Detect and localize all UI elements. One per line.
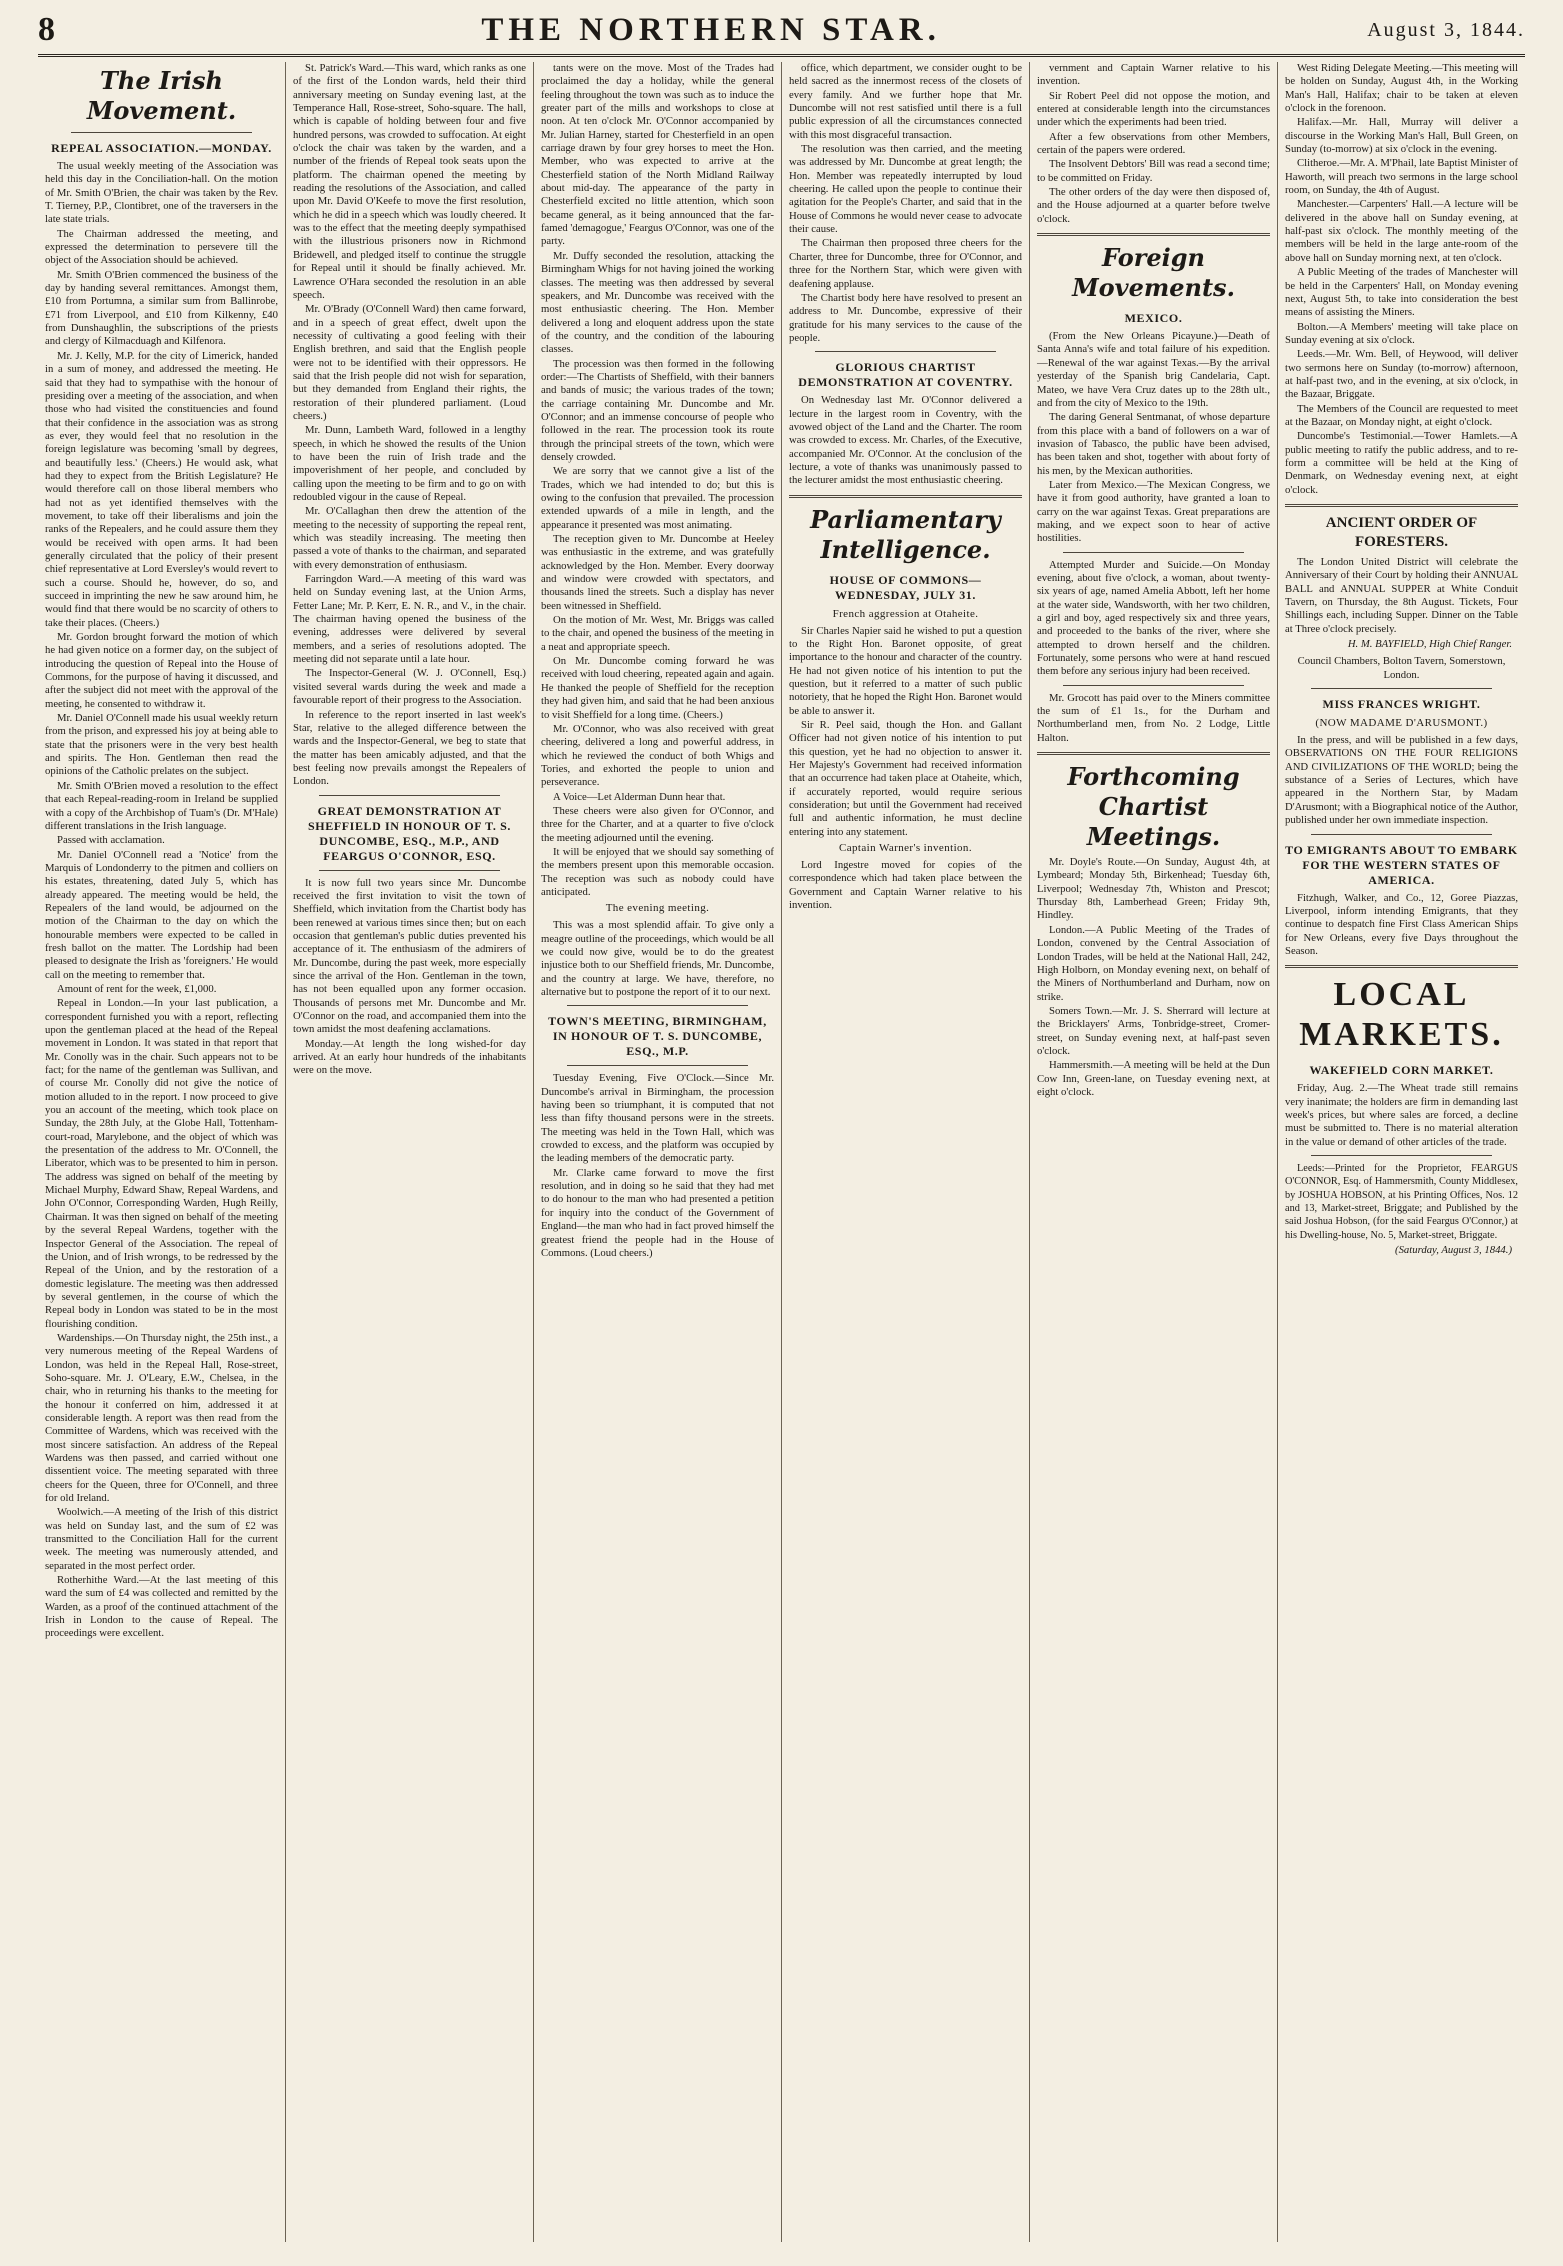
article-paragraph: (From the New Orleans Picayune.)—Death of Santa Anna's wife and total failure of his expedition.—Renewal of the war against Texas.—By the arrival yesterday of the Spanish brig Candelaria, Capt. Mateo, we have Vera Cruz dates up to the 28th ult., and from the city of Mexico to the 19th.	[1037, 330, 1270, 409]
article-paragraph: The Insolvent Debtors' Bill was read a second time; to be committed on Friday.	[1037, 158, 1270, 184]
article-paragraph: A Voice—Let Alderman Dunn hear that.	[553, 790, 726, 803]
article-paragraph: Manchester.—Carpenters' Hall.—A lecture will be delivered in the above hall on Sunday evening, at half-past six o'clock. The monthly meeting of the members will be held in the large ante-room of the above hall on Sunday morning next, at ten o'clock.	[1285, 198, 1518, 264]
divider	[567, 1065, 748, 1066]
article-paragraph: Tuesday Evening, Five O'Clock.—Since Mr. Duncombe's arrival in Birmingham, the procession having been so triumphant, it is computed that not less than fifty thousand persons were in the streets. The meeting was held in the Town Hall, which was crowded to excess, and the platform was occupied by the leading members of the democratic party.	[541, 1072, 774, 1165]
article-paragraph: It is now full two years since Mr. Duncombe received the first invitation to visit the town of Sheffield, which invitation from the Chartist body has been renewed at various times since then; but on each occasion that gentleman's public duties prevented his acceptance of it. The enthusiasm of the admirers of Mr. Duncombe, during the past week, more especially since the arrival of the Hon. Gentleman in the town, has not been equalled upon any former occasion. Thousands of persons met Mr. Duncombe and Mr. O'Connor on the road, and accompanied them into the town amidst the most deafening acclamations.	[293, 876, 526, 1036]
article-paragraph: Mr. O'Brady (O'Connell Ward) then came forward, and in a speech of great effect, dwelt upon the necessity of cultivating a good feeling with their English brethren, and said that the English people were not to be identified with their oppressors. He said that the Irish people did not wish for separation, but they demanded from England their rights, the restoration of their plundered parliament. (Loud cheers.)	[293, 303, 526, 422]
article-paragraph: The daring General Sentmanat, of whose departure from this place with a band of followers on a war of invasion of Tabasco, the public have been advised, has been taken and shot, together with about forty of his men, by the Mexican authorities.	[1037, 411, 1270, 477]
subsection-title: The evening meeting.	[605, 902, 710, 915]
article-paragraph: Mr. Daniel O'Connell read a 'Notice' from the Marquis of Londonderry to the pitmen and colliers on his estates, threatening, dated July 5, which has already appeared. The meeting would be held, the Repealers of the land would, be adjourned on the motion of the Chairman to the day on which the honourable members were expected to be called in fresh ballot on the matter. The Lordship had been pleased to designate the Irish as 'foreigners.' He would call on the meeting to remember that.	[45, 848, 278, 981]
masthead	[38, 6, 1525, 57]
column-4	[782, 62, 1030, 2242]
section-heading-irish-movement: The Irish Movement.	[86, 66, 237, 125]
column-2	[286, 62, 534, 2242]
article-paragraph: The Chartist body here have resolved to present an address to Mr. Duncombe, expressive of their gratitude for his many services to the cause of the people.	[789, 291, 1022, 344]
subsection-title: French aggression at Otaheite.	[832, 607, 979, 620]
article-paragraph: West Riding Delegate Meeting.—This meeting will be holden on Sunday, August 4th, in the Working Man's Hall, Halifax; chair to be taken at eleven o'clock in the forenoon.	[1285, 62, 1518, 115]
article-paragraph: Later from Mexico.—The Mexican Congress, we have it from good authority, have granted a loan to carry on the war against Texas. Great preparations are making, and we expect soon to hear of active hostilities.	[1037, 478, 1270, 545]
article-paragraph: The Inspector-General (W. J. O'Connell, Esq.) visited several wards during the week and made a favourable report of their progress to the Association.	[293, 667, 526, 707]
article-paragraph: Rotherhithe Ward.—At the last meeting of this ward the sum of £4 was collected and remitted by the Warden, as a proof of the continued attachment of the Irish in London to the cause of Repeal. The proceedings were excellent.	[45, 1574, 278, 1640]
section-heading-meetings: Forthcoming Chartist Meetings.	[1067, 762, 1240, 852]
article-paragraph: Woolwich.—A meeting of the Irish of this district was held on Sunday last, and the sum of £2 was transmitted to the Conciliation Hall for the current week. The meeting was numerously attended, and separated in the most perfect order.	[45, 1506, 278, 1572]
column-6	[1278, 62, 1525, 2242]
divider	[1285, 504, 1518, 507]
article-heading: GREAT DEMONSTRATION AT SHEFFIELD IN HONOUR OF T. S. DUNCOMBE, ESQ., M.P., AND FEARGUS O'CONNOR, ESQ.	[308, 803, 511, 863]
article-paragraph: This was a most splendid affair. To give only a meagre outline of the proceedings, which would be all we could now give, would be to do the greatest injustice both to our Sheffield friends, Mr. Duncombe, and the country at large. We have, therefore, no alternative but to postpone the report of it to our next.	[541, 919, 774, 999]
divider	[319, 795, 500, 796]
article-paragraph: It will be enjoyed that we should say something of the members present upon this memorable occasion. The reception was such as nobody could have anticipated.	[541, 845, 774, 898]
divider	[815, 351, 996, 352]
section-heading-foreign: Foreign Movements.	[1072, 243, 1235, 303]
article-paragraph: St. Patrick's Ward.—This ward, which ranks as one of the first of the London wards, held their third anniversary meeting on Sunday evening last, at the Temperance Hall, Rose-street, Soho-square. The hall, which is capable of holding between four and five hundred persons, was crowded to suffocation. At eight o'clock the chair was taken by the warden, and a number of the friends of Repeal took seats upon the platform. The chairman opened the meeting by reading the resolutions of the Association, and called upon Mr. David O'Keefe to move the first resolution, which he did in a speech which was loudly cheered. It was to the effect that the meeting deeply sympathised with the illustrious prisoners now in Richmond Bridewell, and pledged itself to continue the struggle for Repeal until it should be finally achieved. Mr. Lawrence O'Hara seconded the resolution in an able speech.	[293, 62, 526, 301]
article-paragraph: Mr. Gordon brought forward the motion of which he had given notice on a former day, on the subject of introducing the question of Repeal into the House of Commons, for the purpose of having it discussed, and after the subject did not meet with the approval of the meeting, he consented to withdraw it.	[45, 631, 278, 710]
article-heading: TOWN'S MEETING, BIRMINGHAM, IN HONOUR OF T. S. DUNCOMBE, ESQ., M.P.	[548, 1014, 767, 1059]
divider	[1037, 233, 1270, 236]
advertisement-signature: H. M. BAYFIELD, High Chief Ranger.	[1347, 638, 1512, 651]
column-1	[38, 62, 286, 2242]
article-paragraph: These cheers were also given for O'Connor, and three for the Charter, and at a quarter to five o'clock the meeting adjourned until the evening.	[541, 804, 774, 844]
article-paragraph: Clitheroe.—Mr. A. M'Phail, late Baptist Minister of Haworth, will preach two sermons in the large school room, on Sunday, the 4th of August.	[1285, 157, 1519, 197]
article-paragraph: The reception given to Mr. Duncombe at Heeley was enthusiastic in the extreme, and was gratefully acknowledged by the Hon. Member. Every doorway and window were crowded with spectators, and thousands lined the streets. Such a display has never been witnessed in Sheffield.	[541, 533, 774, 612]
article-paragraph: office, which department, we consider ought to be held sacred as the innermost recess of the closets of every family. And we further hope that Mr. Duncombe will not rest satisfied until there is a full public expression of all the circumstances connected with this most disgraceful transaction.	[789, 62, 1022, 141]
article-paragraph: Sir Robert Peel did not oppose the motion, and entered at considerable length into the circumstances under which the experiments had been tried.	[1037, 89, 1270, 129]
divider	[1311, 688, 1492, 689]
article-paragraph: Farringdon Ward.—A meeting of this ward was held on Sunday evening last, at the Union Arms, Fetter Lane; Mr. P. Kerr, E. N. R., and V., in the chair. The chairman having opened the business of the evening, addresses were delivered by several members, and a series of resolutions adopted. The meeting did not separate until a late hour.	[293, 573, 526, 666]
article-paragraph: The resolution was then carried, and the meeting was addressed by Mr. Duncombe at great length; the Hon. Member was repeatedly interrupted by loud cheering. He called upon the people to continue their agitation for the People's Charter, and said that in the House of Commons he would never cease to advocate their cause.	[789, 143, 1022, 236]
article-paragraph: Monday.—At length the long wished-for day arrived. At an early hour hundreds of the inhabitants were on the move.	[293, 1037, 526, 1077]
divider	[1063, 685, 1244, 686]
article-paragraph: The Chairman then proposed three cheers for the Charter, three for Duncombe, three for O'Connor, and three for the Northern Star, which were given with deafening applause.	[789, 237, 1022, 290]
article-paragraph: A Public Meeting of the trades of Manchester will be held in the Carpenters' Hall, on Monday evening next, August 5th, to take into consideration the best means of assisting the Miners.	[1285, 266, 1518, 319]
column-5	[1030, 62, 1278, 2242]
article-heading: HOUSE OF COMMONS—WEDNESDAY, JULY 31.	[829, 572, 982, 602]
article-heading: REPEAL ASSOCIATION.—MONDAY.	[51, 141, 272, 155]
article-paragraph: Attempted Murder and Suicide.—On Monday evening, about five o'clock, a woman, about twenty-six years of age, named Amelia Abbott, left her home at the water side, Wandsworth, with her two children, a girl and boy, aged respectively six and three years, and proceeded to the banks of the river, where she attempted to drown herself and the children. Fortunately, some persons who were at hand rescued them before any serious injury had been received.	[1037, 558, 1270, 678]
column-3	[534, 62, 782, 2242]
divider	[567, 1005, 748, 1006]
article-paragraph: Duncombe's Testimonial.—Tower Hamlets.—A public meeting to ratify the public address, and to re-form a committee will be held at the King of Denmark, on Wednesday evening next, at eight o'clock.	[1285, 430, 1518, 496]
article-paragraph: We are sorry that we cannot give a list of the Trades, which we had intended to do; but this is owing to the confusion that prevailed. The procession extended upwards of a mile in length, and the appearance it presented was most animating.	[541, 465, 774, 531]
article-paragraph: Hammersmith.—A meeting will be held at the Dun Cow Inn, Green-lane, on Tuesday evening next, at eight o'clock.	[1037, 1059, 1270, 1098]
columns	[38, 62, 1525, 2242]
section-heading-parliamentary: Parliamentary Intelligence.	[810, 504, 1001, 564]
article-paragraph: The Members of the Council are requested to meet at the Bazaar, on Monday night, at eight o'clock.	[1285, 402, 1518, 428]
article-paragraph: In reference to the report inserted in last week's Star, relative to the alleged difference between the wards and the Inspector-General, we beg to state that the matter has been amicably adjusted, and that the best feeling now prevails amongst the Repealers of London.	[293, 708, 526, 788]
article-paragraph: Somers Town.—Mr. J. S. Sherrard will lecture at the Bricklayers' Arms, Tonbridge-street, Cromer-street, on Sunday evening next, at half-past seven o'clock.	[1037, 1004, 1270, 1057]
article-paragraph: Sir R. Peel said, though the Hon. and Gallant Officer had not given notice of his intention to put this question, yet he had no objection to answer it. Her Majesty's Government had received information that an occurrence had taken place at Otaheite, which, if accurately reported, would require serious consideration; but until the Government had received full and authentic information, he must decline entering into any statement.	[789, 719, 1022, 838]
article-paragraph: Amount of rent for the week, £1,000.	[57, 982, 217, 995]
advertisement-title: MISS FRANCES WRIGHT.	[1322, 697, 1481, 712]
divider	[1037, 752, 1270, 755]
article-paragraph: Mr. J. Kelly, M.P. for the city of Limerick, handed in a sum of money, and addressed the meeting. He said that they had to sympathise with the honour of presiding over a meeting of the association, and when those who had visited the constituencies and found that their confidence in the association was as strong as ever, they would feel that no resolution in the foreign legislature was becoming 'small by degrees, and beautifully less.' (Cheers.) He would ask, what had they to expect from the British Legislature? He would therefore call on those liberal members who had not as yet identified themselves with the movement, to take off their liberalisms and join the ranks of the Repealers, and he could assure them they would be received with open arms. It had been generally circulated that the policy of their present chief representative at Lord Eversley's would revert to such a course. Should he, however, do so, and succeed in imprinting the new he saw around him, he would find that there would be no scarcity of others to take their places. (Cheers.)	[45, 349, 278, 629]
article-paragraph: Mr. Daniel O'Connell made his usual weekly return from the prison, and expressed his joy at being able to state that the prisoners were in the very best health and spirits. The Hon. Gentleman then read the opinions of the Catholic prelates on the subject.	[45, 712, 278, 778]
article-paragraph: After a few observations from other Members, certain of the papers were ordered.	[1037, 130, 1270, 157]
article-paragraph: Mr. Smith O'Brien commenced the business of the day by handing several remittances. Amongst them, £10 from Portumna, a similar sum from Ballinrobe, £71 from Liverpool, and £10 from Kilkenny, £40 from Dunshaughlin, the subscriptions of the priests and clergy of Kilmacduagh and Kilfenora.	[45, 268, 278, 348]
article-paragraph: On the motion of Mr. West, Mr. Briggs was called to the chair, and opened the business of the meeting in a neat and appropriate speech.	[541, 614, 774, 653]
advertisement-text: Fitzhugh, Walker, and Co., 12, Goree Piazzas, Liverpool, inform intending Emigrants, that they continue to despatch fine First Class American Ships for New Orleans, every five Days throughout the Season.	[1285, 891, 1518, 957]
page-number: 8	[38, 11, 55, 48]
divider	[71, 132, 252, 133]
advertisement-title: TO EMIGRANTS ABOUT TO EMBARK FOR THE WESTERN STATES OF AMERICA.	[1285, 842, 1518, 887]
article-paragraph: Mr. Dunn, Lambeth Ward, followed in a lengthy speech, in which he showed the results of the Union to have been the ruin of Irish trade and the impoverishment of her people, and concluded by calling upon the meeting to be firm and to go on with redoubled vigour in the cause of Repeal.	[293, 424, 526, 503]
article-paragraph: London.—A Public Meeting of the Trades of London, convened by the Central Association of London Trades, will be held at the National Hall, 242, High Holborn, on Monday evening next, on behalf of the Miners of Northumberland and Durham, now on strike.	[1037, 923, 1270, 1003]
issue-date: August 3, 1844.	[1367, 18, 1525, 41]
article-paragraph: vernment and Captain Warner relative to his invention.	[1037, 62, 1270, 88]
newspaper-title: THE NORTHERN STAR.	[481, 11, 941, 48]
divider	[1311, 1155, 1492, 1156]
article-paragraph: Lord Ingestre moved for copies of the correspondence which had taken place between the Government and Captain Warner relative to his invention.	[789, 859, 1022, 912]
subsection-title: Captain Warner's invention.	[839, 842, 972, 855]
advertisement-place: Council Chambers, Bolton Tavern, Somerstown, London.	[1297, 655, 1506, 681]
article-paragraph: Mr. O'Connor, who was also received with great cheering, delivered a long and powerful address, in which he reviewed the conduct of both Whigs and Tories, and exhorted the people to union and perseverance.	[541, 722, 774, 789]
advertisement-title: ANCIENT ORDER OF FORESTERS.	[1325, 515, 1478, 550]
article-paragraph: tants were on the move. Most of the Trades had proclaimed the day a holiday, while the general feeling throughout the town was such as to induce the greater part of the mills and workshops to close at noon. At ten o'clock Mr. O'Connor accompanied by Mr. Julian Harney, started for Chesterfield in an open carriage drawn by four grey horses to meet the Hon. Member, who was expected to arrive at the Chesterfield station of the North Midland Railway about mid-day. The appearance of the party in Chesterfield excited no little attention, which soon became general, as it being announced that the far-famed 'demagogue,' Feargus O'Connor, was one of the party.	[541, 62, 774, 248]
divider	[1063, 552, 1244, 553]
article-heading: GLORIOUS CHARTIST DEMONSTRATION AT COVENTRY.	[798, 360, 1013, 390]
article-paragraph: On Mr. Duncombe coming forward he was received with loud cheering, repeated again and again. He thanked the people of Sheffield for the reception they had given him, and said that he had been anxious to visit Sheffield for a long time. (Cheers.)	[541, 655, 774, 721]
article-heading: MEXICO.	[1124, 311, 1183, 326]
article-paragraph: Passed with acclamation.	[57, 834, 165, 847]
article-paragraph: Leeds.—Mr. Wm. Bell, of Heywood, will deliver two sermons here on Sunday (to-morrow) afternoon, at half-past two, and in the evening, at six o'clock, in the Bazaar, Briggate.	[1285, 348, 1518, 401]
article-paragraph: The procession was then formed in the following order:—The Chartists of Sheffield, with their banners and bands of music; the various trades of the town; the carriage containing Mr. Duncombe and Mr. O'Connor; and an immense concourse of people who followed in the rear. The procession took its route through the principal streets of the town, which were densely crowded.	[541, 357, 774, 463]
article-paragraph: The usual weekly meeting of the Association was held this day in the Conciliation-hall. On the motion of Mr. Smith O'Brien, the chair was taken by the Rev. T. Tierney, P.P., Clontibret, one of the traversers in the late state trials.	[45, 160, 278, 226]
article-paragraph: Mr. Grocott has paid over to the Miners committee the sum of £1 1s., for the Durham and Northumberland men, from No. 2 Lodge, Little Halton.	[1037, 691, 1270, 744]
article-paragraph: The Chairman addressed the meeting, and expressed the determination to persevere till the object of the Association should be achieved.	[45, 227, 278, 267]
divider	[1285, 965, 1518, 968]
advertisement-text: The London United District will celebrate the Anniversary of their Court by holding their ANNUAL BALL and ANNUAL SUPPER at White Conduit Tavern, on Thursday, the 8th August. Tickets, Four Shillings each, including Supper. Dinner on the Table at Three o'clock precisely.	[1285, 556, 1518, 635]
article-paragraph: Mr. Doyle's Route.—On Sunday, August 4th, at Lymbeard; Monday 5th, Birkenhead; Tuesday 6th, Liverpool; Wednesday 7th, Whiston and Prescot; Thursday 8th, Lamberhead Green; Friday 9th, Hindley.	[1037, 856, 1270, 922]
article-paragraph: Halifax.—Mr. Hall, Murray will deliver a discourse in the Working Man's Hall, Bull Green, on Sunday (to-morrow) at six o'clock in the evening.	[1285, 116, 1518, 156]
article-paragraph: Mr. Duffy seconded the resolution, attacking the Birmingham Whigs for not having joined the working classes. The meeting was then addressed by several speakers, and Mr. Duncombe was received with the most enthusiastic cheering. The Hon. Member delivered a long and eloquent address upon the state of the country, and the condition of the labouring classes.	[541, 249, 774, 356]
divider	[1311, 834, 1492, 835]
advertisement-subtitle: (NOW MADAME D'ARUSMONT.)	[1315, 717, 1488, 730]
divider	[789, 495, 1022, 498]
article-paragraph: Repeal in London.—In your last publication, a correspondent furnished you with a report, reflecting upon the gentleman placed at the head of the Repeal movement in London. It was stated in that report that Mr. Conolly was in the chair. Such appears not to be fact; for the name of the gentleman was Sullivan, and of course Mr. Conolly did not give the notice of motion alluded to in the report. I now proceed to give you an account of the meeting, which took place on Sunday, the 28th July, at the Globe Hall, Tottenham-court-road, Marylebone, and the object of which was the presentation of the address to Mr. O'Connell, the Liberator, which was to be presented to him in person. The address was signed on behalf of the meeting by Michael Murphy, Edward Shaw, Repeal Wardens, and John O'Connor, Corresponding Warden, Hugh Reilly, Chairman. It was then signed on behalf of the meeting by the several Repeal Wardens, together with the Inspector General of the Association. The repeal of the Union, and of Irish wrongs, to be redressed by the Repeal of the Union, and by the restoration of a domestic legislature. The meeting was then addressed by several gentlemen, in the course of which the Repeal body in London was stated to be in the most flourishing condition.	[45, 997, 278, 1330]
divider	[319, 870, 500, 871]
article-heading: WAKEFIELD CORN MARKET.	[1309, 1063, 1494, 1078]
article-paragraph: Bolton.—A Members' meeting will take place on Sunday evening at six o'clock.	[1285, 320, 1518, 346]
article-paragraph: Wardenships.—On Thursday night, the 25th inst., a very numerous meeting of the Repeal Wardens of London, was held in the Repeal Hall, Rose-street, Soho-square. Mr. J. O'Leary, E.W., Chelsea, in the chair, who in returning his thanks to the meeting for the honour it conferred on him, addressed it at considerable length. A report was then read from the Committee of Wardens, which was received with the most sincere satisfaction. An address of the Repeal Wardens was then passed, and carried without one dissentient voice. The meeting separated with three cheers for the Queen, three for O'Connell, and three for old Ireland.	[45, 1331, 278, 1505]
article-paragraph: Sir Charles Napier said he wished to put a question to the Right Hon. Baronet opposite, of great importance to the honour and character of the country. He had not given notice of his intention to put the question, but it referred to a matter of such public notoriety, that he hoped the Right Hon. Baronet would be able to answer it.	[789, 624, 1022, 717]
article-paragraph: Mr. Smith O'Brien moved a resolution to the effect that each Repeal-reading-room in Ireland be supplied with a copy of the Archbishop of Tuam's (Dr. M'Hale) different translations in the Irish language.	[45, 779, 278, 832]
printer-imprint: Leeds:—Printed for the Proprietor, FEARGUS O'CONNOR, Esq. of Hammersmith, County Middlesex, by JOSHUA HOBSON, at his Printing Offices, Nos. 12 and 13, Market-street, Briggate; and Published by the said Joshua Hobson, (for the said Feargus O'Connor,) at his Dwelling-house, No. 5, Market-street, Briggate.	[1285, 1162, 1518, 1241]
advertisement-text: In the press, and will be published in a few days, OBSERVATIONS ON THE FOUR RELIGIONS AND CIVILIZATIONS OF THE WORLD; being the substance of a Series of Lectures, which have appeared in the Northern Star, by Madam D'Arusmont; with a Biographical notice of the Author, published under her own immediate inspection.	[1285, 734, 1519, 827]
article-paragraph: Mr. Clarke came forward to move the first resolution, and in doing so he said that they had met to do honour to the man who had presented a petition for inquiry into the conduct of the Government of England—the man who had in fact proved himself the greatest friend the people had in the House of Commons. (Loud cheers.)	[541, 1166, 774, 1259]
section-heading-markets: LOCAL MARKETS.	[1299, 976, 1504, 1054]
imprint-date: (Saturday, August 3, 1844.)	[1395, 1244, 1512, 1256]
article-paragraph: On Wednesday last Mr. O'Connor delivered a lecture in the largest room in Coventry, with the avowed object of the Land and the Charter. The room was crowded to excess. Mr. Charles, of the Executive, accompanied Mr. O'Connor. At the conclusion of the lecture, a vote of thanks was unanimously passed to the lecturer amidst the most enthusiastic cheering.	[789, 394, 1022, 487]
article-paragraph: Friday, Aug. 2.—The Wheat trade still remains very inanimate; the holders are firm in demanding last week's prices, but where sales are forced, a decline must be submitted to. There is no material alteration in the value or demand of other articles of the trade.	[1285, 1082, 1518, 1148]
article-paragraph: The other orders of the day were then disposed of, and the House adjourned at a quarter before twelve o'clock.	[1037, 186, 1270, 225]
article-paragraph: Mr. O'Callaghan then drew the attention of the meeting to the necessity of supporting the repeal rent, which was steadily increasing. The meeting then passed a vote of thanks to the chairman, and separated with every demonstration of enthusiasm.	[293, 505, 526, 571]
